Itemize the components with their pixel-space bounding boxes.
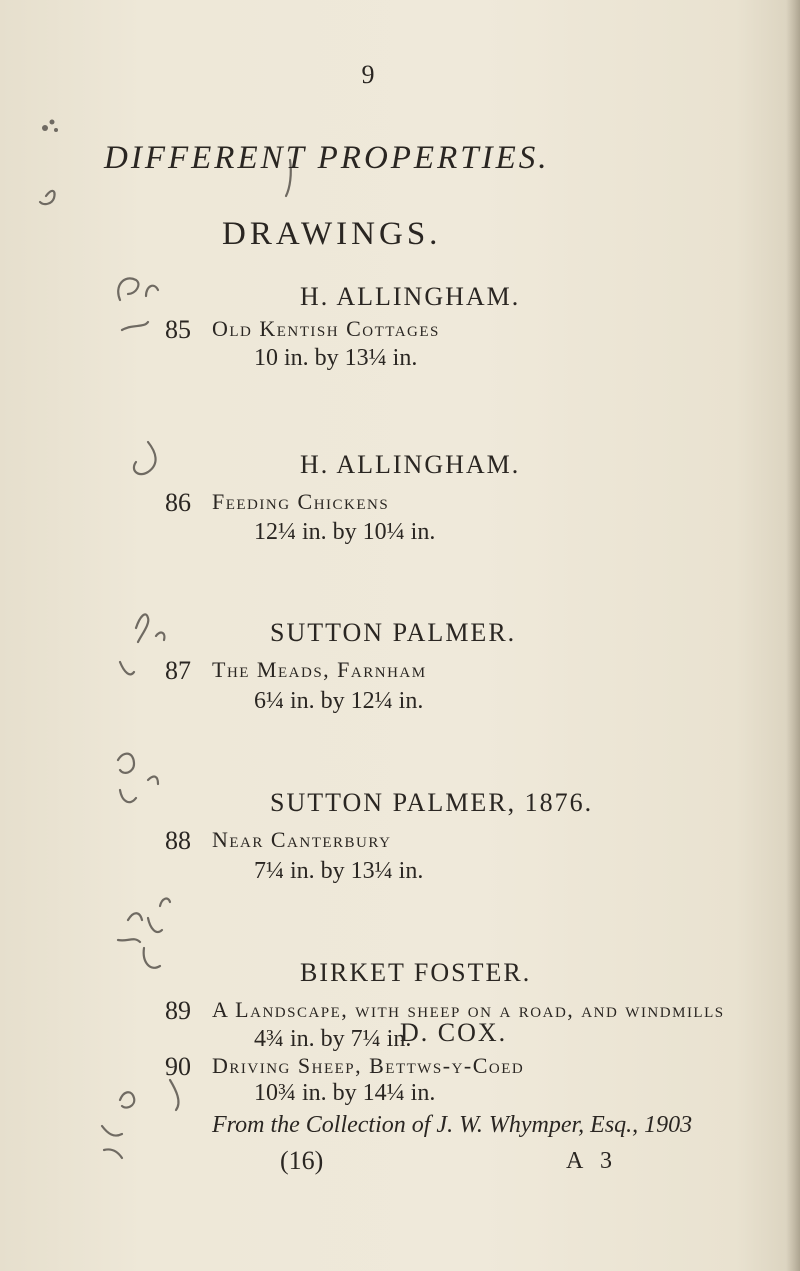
lot-title: Feeding Chickens	[212, 489, 390, 514]
section-title: DRAWINGS.	[222, 216, 442, 252]
lot-dimensions: 12¼ in. by 10¼ in.	[254, 519, 436, 545]
lot-dimensions: 4¾ in. by 7¼ in.	[254, 1026, 412, 1052]
lot-number: 85	[165, 315, 191, 344]
lot-number: 88	[165, 826, 191, 855]
lot-dimensions: 6¼ in. by 12¼ in.	[254, 688, 424, 714]
artist-name: BIRKET FOSTER.	[300, 958, 532, 987]
lot-title: A Landscape, with sheep on a road, and windmills	[212, 997, 725, 1022]
artist-name: H. ALLINGHAM.	[300, 282, 521, 311]
page-number: 9	[361, 60, 375, 89]
lot-number: 89	[165, 996, 191, 1025]
lot-number: 87	[165, 656, 191, 685]
provenance-note: From the Collection of J. W. Whymper, Esq., 1903	[212, 1112, 693, 1138]
lot-number: 86	[165, 488, 191, 517]
lot-dimensions: 7¼ in. by 13¼ in.	[254, 858, 424, 884]
page-count: (16)	[280, 1146, 324, 1175]
lot-title: Driving Sheep, Bettws-y-Coed	[212, 1053, 525, 1078]
running-head: DIFFERENT PROPERTIES.	[104, 140, 550, 176]
artist-name: D. COX.	[400, 1018, 508, 1047]
lot-number: 90	[165, 1052, 191, 1081]
artist-name: SUTTON PALMER, 1876.	[270, 788, 594, 817]
artist-name: H. ALLINGHAM.	[300, 450, 521, 479]
artist-name: SUTTON PALMER.	[270, 618, 517, 647]
signature-mark: A 3	[566, 1148, 619, 1174]
lot-title: Near Canterbury	[212, 827, 392, 852]
lot-dimensions: 10¾ in. by 14¼ in.	[254, 1080, 436, 1106]
lot-title: Old Kentish Cottages	[212, 316, 440, 341]
lot-dimensions: 10 in. by 13¼ in.	[254, 345, 418, 371]
lot-title: The Meads, Farnham	[212, 657, 427, 682]
